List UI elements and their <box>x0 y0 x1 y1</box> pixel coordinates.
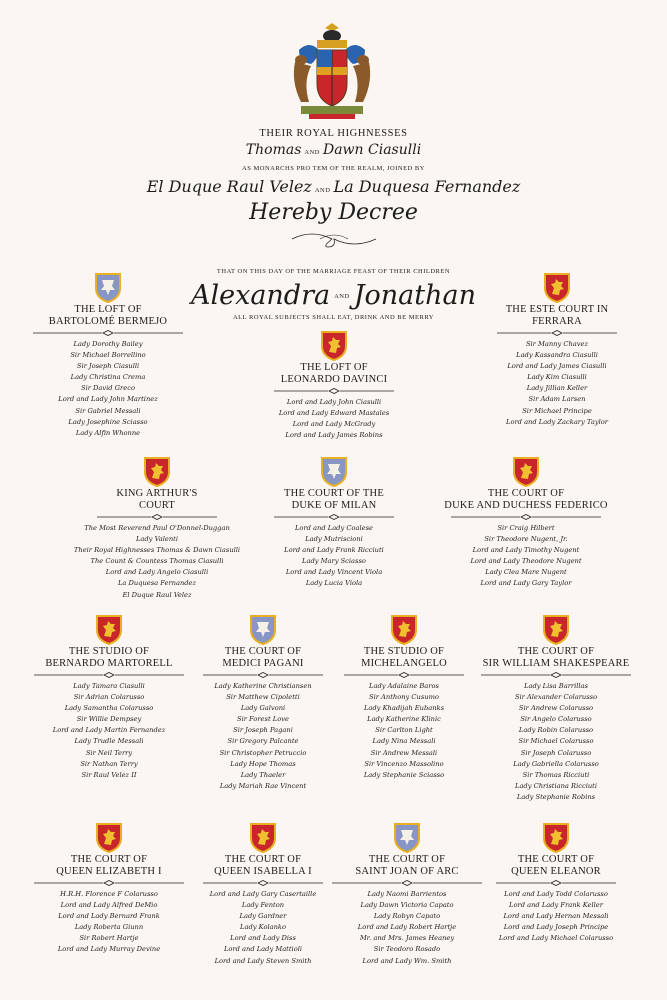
guest-name: Sir Angelo Colarusso <box>520 715 592 724</box>
hereby-decree: Hereby Decree <box>249 200 418 225</box>
red-lion-shield-icon <box>249 822 277 854</box>
guest-name: Lord and Lady Hernan Messali <box>503 912 609 921</box>
guest-name: Lady Stephanie Robins <box>516 792 596 801</box>
room-title-line-1: THE COURT OF <box>368 854 446 865</box>
guest-name: Sir Craig Hilbert <box>497 524 555 532</box>
guest-name: Lady Nina Messali <box>372 737 436 746</box>
guest-name: Sir Andrew Messali <box>370 748 438 757</box>
decree-flourish <box>290 228 378 250</box>
red-lion-shield-icon <box>543 272 571 304</box>
red-lion-shield-icon <box>95 614 123 646</box>
guest-name: Sir Andrew Colarusso <box>518 704 594 713</box>
monarch-2: Dawn Ciasulli <box>322 142 422 158</box>
duque-name: El Duque Raul Velez <box>146 177 312 196</box>
guest-name: Sir Christopher Petruccio <box>219 748 307 757</box>
and-3: AND <box>334 293 350 300</box>
guest-name: Lady Katherine Christiansen <box>214 682 312 690</box>
room-title-line-2: DUKE OF MILAN <box>291 500 377 511</box>
guest-name: Lady Gardner <box>239 912 287 921</box>
title-divider <box>344 672 464 678</box>
guest-name: Their Royal Highnesses Thomas & Dawn Ciasulli <box>73 546 241 555</box>
guest-name: Sir Teodoro Rosado <box>373 945 441 954</box>
room-title-line-2: FERRARA <box>532 316 582 327</box>
guest-name: Lord and Lady Steven Smith <box>214 956 312 965</box>
pro-tem-line: AS MONARCHS PRO TEM OF THE REALM, JOINED BY <box>242 165 425 172</box>
guest-name: Sir Carlton Light <box>375 726 433 735</box>
guest-name: Sir Raul Velez II <box>81 770 137 779</box>
guest-name: Lord and Lady Angelo Ciasulli <box>105 568 209 577</box>
guest-name: Sir Gregory Palcante <box>227 737 299 746</box>
room-title-line-2: LEONARDO DAVINCI <box>280 374 388 385</box>
blue-shield-icon <box>320 456 348 488</box>
guest-name: Sir Willie Dempsey <box>76 715 142 724</box>
room-title-line-1: THE COURT OF <box>517 854 595 865</box>
room-title-line-2: SIR WILLIAM SHAKESPEARE <box>482 658 630 669</box>
guest-name: Sir Joseph Pagani <box>233 726 293 735</box>
guest-name: Lady Gabriella Colarusso <box>513 759 599 768</box>
red-lion-shield-icon <box>542 822 570 854</box>
guest-name: Sir Thomas Ricciuti <box>522 770 590 779</box>
guest-name: Lady Lisa Barrillas <box>524 682 588 690</box>
guest-name: Lord and Lady James Ciasulli <box>507 362 607 371</box>
guest-name: Lady Jillian Keller <box>526 384 588 393</box>
guest-name: Lord and Lady Todd Colarusso <box>504 890 608 898</box>
guest-name: Lady Mariah Rae Vincent <box>219 781 307 790</box>
guest-name: Sir David Greco <box>81 384 135 393</box>
room-title-line-2: SAINT JOAN OF ARC <box>355 866 459 877</box>
guest-name: Sir Robert Hartje <box>79 934 139 943</box>
guest-name: Lady Samantha Colarusso <box>64 704 154 713</box>
guest-name: Lady Thaeler <box>240 770 286 779</box>
room-title-line-1: THE STUDIO OF <box>68 646 150 657</box>
guest-name: Lady Katherine Klinic <box>367 715 441 724</box>
guest-name: El Duque Raul Velez <box>122 590 192 599</box>
room-title-line-1: THE COURT OF <box>70 854 148 865</box>
seating-room <box>466 614 646 803</box>
duque-duquesa-names <box>0 177 667 196</box>
title-divider <box>34 880 184 886</box>
guest-name: Sir Adam Larsen <box>528 395 586 404</box>
guest-name: Sir Michael Principe <box>522 406 592 415</box>
room-title-line-1: THE COURT OF <box>224 854 302 865</box>
occasion-line: THAT ON THIS DAY OF THE MARRIAGE FEAST OF THEIR CHILDREN <box>216 268 451 275</box>
guest-name: Lady Trudle Messali <box>74 737 144 746</box>
blue-shield-icon <box>94 272 122 304</box>
guest-name: Lady Naomi Barrientos <box>367 890 447 898</box>
guest-name: Lady Lucia Viola <box>305 579 363 588</box>
guest-name: Lord and Lady Coalese <box>294 524 373 532</box>
guest-name: Lord and Lady Edward Mastales <box>278 409 390 418</box>
seating-room <box>244 456 424 590</box>
guest-name: Sir Joseph Colarusso <box>520 748 592 757</box>
guest-name: Lady Stephanie Sciasso <box>363 770 445 779</box>
guest-name: Lord and Lady Murray Devine <box>57 945 161 954</box>
guest-name: Mr. and Mrs. James Heaney <box>359 934 455 943</box>
guest-name: Lady Mutriscioni <box>305 535 363 544</box>
guest-name: Lady Kassandra Ciasulli <box>516 351 598 360</box>
guest-name: Lady Dorothy Bailey <box>73 340 143 348</box>
royal-highnesses-heading: THEIR ROYAL HIGHNESSES <box>259 128 408 139</box>
guest-name: Lady Alfin Whonne <box>75 428 141 437</box>
room-title-line-2: COURT <box>139 500 175 511</box>
title-divider <box>203 672 323 678</box>
red-lion-shield-icon <box>390 614 418 646</box>
guest-name: The Count & Countess Thomas Ciasulli <box>90 557 224 566</box>
guest-name: Sir Neil Terry <box>85 748 133 757</box>
guest-name: Lord and Lady John Ciasulli <box>286 398 382 406</box>
red-lion-shield-icon <box>512 456 540 488</box>
guest-name: Lady Robyn Capato <box>373 912 441 921</box>
seating-room <box>466 822 646 944</box>
title-divider <box>497 330 617 336</box>
seating-room <box>436 456 616 590</box>
guest-name: Lord and Lady Vincent Viola <box>285 568 383 577</box>
seating-room <box>19 822 199 956</box>
title-divider <box>496 880 616 886</box>
guest-name: Lady Fenton <box>241 901 285 910</box>
seating-room <box>467 272 647 428</box>
and-1: AND <box>304 149 320 156</box>
room-title-line-2: BARTOLOMÉ BERMEJO <box>48 316 168 327</box>
title-divider <box>97 514 217 520</box>
guest-name: Lady Roberta Giunn <box>74 923 144 932</box>
guest-name: Lord and Lady Gary Casertaille <box>209 890 317 898</box>
title-divider <box>481 672 631 678</box>
guest-name: Lord and Lady McGrady <box>292 420 376 429</box>
title-divider <box>34 672 184 678</box>
guest-name: Lady Clea Mare Nugent <box>485 568 567 577</box>
guest-name: Lady Tamara Ciasulli <box>73 682 145 690</box>
room-title-line-1: THE COURT OF THE <box>284 488 384 499</box>
groom-name: Jonathan <box>353 280 476 311</box>
guest-name: Sir Michael Colarusso <box>518 737 594 746</box>
monarch-1: Thomas <box>245 142 302 158</box>
guest-name: Lady Dawn Victoria Capato <box>360 901 454 910</box>
guest-name: Lord and Lady Diss <box>230 934 296 943</box>
duquesa-name: La Duquesa Fernandez <box>333 177 521 196</box>
guest-name: Sir Gabriel Messali <box>75 406 141 415</box>
guest-name: Lord and Lady Frank Keller <box>509 901 603 910</box>
room-title-line-1: THE COURT OF <box>517 646 595 657</box>
subjects-line: ALL ROYAL SUBJECTS SHALL EAT, DRINK AND BE MERRY <box>232 314 434 321</box>
guest-name: Sir Vincenzo Massolino <box>364 759 444 768</box>
room-title-line-2: QUEEN ELEANOR <box>511 866 601 877</box>
room-title-line-2: DUKE AND DUCHESS FEDERICO <box>444 500 608 511</box>
guest-name: Lady Valenti <box>135 535 179 544</box>
room-title-line-1: THE STUDIO OF <box>363 646 445 657</box>
guest-name: Sir Theodore Nugent, Jr. <box>484 535 568 544</box>
guest-name: Lady Christina Crema <box>70 373 146 382</box>
guest-name: Lord and Lady Robert Hartje <box>357 923 457 932</box>
guest-name: Sir Forest Love <box>237 715 289 724</box>
room-title-line-1: THE COURT OF <box>224 646 302 657</box>
seating-room <box>18 272 198 439</box>
guest-name: Lord and Lady John Martinez <box>58 395 158 404</box>
red-lion-shield-icon <box>542 614 570 646</box>
guest-name: Lady Christiana Ricciuti <box>515 781 597 790</box>
royal-coat-of-arms <box>287 22 377 122</box>
title-divider <box>274 388 394 394</box>
title-divider <box>274 514 394 520</box>
room-title-line-2: BERNARDO MARTORELL <box>45 658 173 669</box>
title-divider <box>33 330 183 336</box>
guest-name: Sir Manny Chavez <box>525 340 589 348</box>
blue-shield-icon <box>249 614 277 646</box>
room-title-line-1: KING ARTHUR'S <box>116 488 198 499</box>
guest-name: Lord and Lady Gary Taylor <box>480 579 572 588</box>
guest-name: H.R.H. Florence F Colarusso <box>60 890 158 898</box>
guest-name: Lord and Lady Timothy Nugent <box>472 546 580 555</box>
guest-name: Lord and Lady Michael Colarusso <box>498 934 614 943</box>
guest-name: Sir Alexander Colarusso <box>514 693 598 702</box>
guest-name: Lord and Lady Wm. Smith <box>362 956 452 965</box>
guest-name: Lady Robin Colarusso <box>518 726 594 735</box>
title-divider <box>451 514 601 520</box>
guest-name: Lady Kolanko <box>240 923 286 932</box>
guest-name: Lord and Lady Frank Ricciuti <box>284 546 384 555</box>
guest-name: Lord and Lady James Robins <box>285 431 383 440</box>
guest-name: Sir Anthony Cusumo <box>369 693 439 702</box>
room-title-line-2: MICHELANGELO <box>361 658 447 669</box>
guest-name: Lady Mary Sciasso <box>302 557 366 566</box>
blue-shield-icon <box>393 822 421 854</box>
title-divider <box>203 880 323 886</box>
room-title-line-1: THE LOFT OF <box>74 304 142 315</box>
red-lion-shield-icon <box>95 822 123 854</box>
guest-name: Lord and Lady Martin Fernandez <box>52 726 166 735</box>
guest-name: Sir Joseph Ciasulli <box>76 362 140 371</box>
guest-name: Lady Khadijah Eubanks <box>363 704 445 713</box>
guest-name: Lord and Lady Bernard Frank <box>58 912 160 921</box>
room-title-line-2: MEDICI PAGANI <box>222 658 304 669</box>
guest-name: Lord and Lady Zackary Taylor <box>506 417 608 426</box>
red-lion-shield-icon <box>143 456 171 488</box>
monarchs-names <box>0 142 667 158</box>
guest-name: Lord and Lady Joseph Principe <box>503 923 609 932</box>
guest-name: Lord and Lady Mattioli <box>223 945 303 954</box>
room-title-line-2: QUEEN ELIZABETH I <box>56 866 162 877</box>
guest-name: Lady Hope Thomas <box>230 759 296 768</box>
guest-name: Sir Michael Borrellino <box>70 351 146 360</box>
room-title-line-1: THE LOFT OF <box>300 362 368 373</box>
guest-name: Lady Kim Ciasulli <box>527 373 587 382</box>
guest-name: La Duquesa Fernandez <box>117 579 197 588</box>
guest-name: Lady Josephine Sciasso <box>68 417 148 426</box>
guest-name: Sir Nathan Terry <box>80 759 138 768</box>
seating-room <box>244 330 424 441</box>
room-title-line-2: QUEEN ISABELLA I <box>214 866 312 877</box>
guest-name: Lady Galvoni <box>240 704 286 713</box>
seating-room <box>19 614 199 781</box>
guest-name: Lord and Lady Theodore Nugent <box>470 557 582 566</box>
seating-room <box>67 456 247 601</box>
guest-name: Lady Adalaine Baros <box>369 682 439 690</box>
guest-name: The Most Reverend Paul O'Donnel-Duggan <box>84 524 230 532</box>
red-lion-shield-icon <box>320 330 348 362</box>
guest-name: Sir Matthew Cipoletti <box>226 693 300 702</box>
guest-name: Lord and Lady Alfred DeMio <box>60 901 158 910</box>
and-2: AND <box>314 187 331 194</box>
room-title-line-1: THE ESTE COURT IN <box>505 304 609 315</box>
guest-name: Sir Adrian Colarusso <box>73 693 145 702</box>
room-title-line-1: THE COURT OF <box>487 488 565 499</box>
bride-name: Alexandra <box>190 280 331 311</box>
title-divider <box>332 880 482 886</box>
